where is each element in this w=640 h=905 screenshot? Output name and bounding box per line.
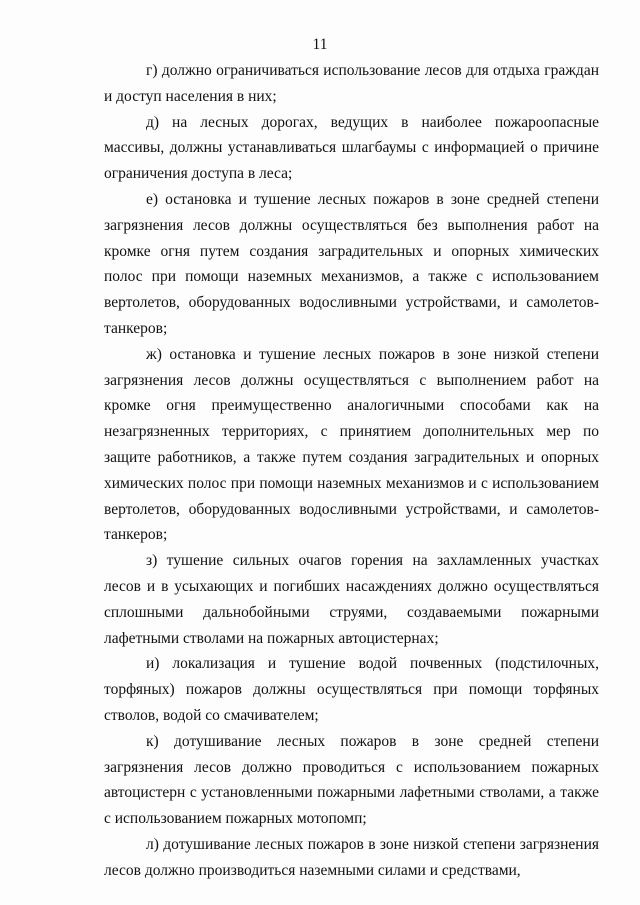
paragraph-i: и) локализация и тушение водой почвенных (подстилочных, торфяных) пожаров должны осуществляться при помощи торфяных стволов, водой со смачивателем; <box>104 655 599 724</box>
paragraph-l: л) дотушивание лесных пожаров в зоне низкой степени загрязнения лесов должно производиться наземными силами и средствами, <box>104 835 599 879</box>
paragraph-e: е) остановка и тушение лесных пожаров в зоне средней степени загрязнения лесов должны осуществляться без выполнения работ на кромке огня путем создания заградительных и опорных химических полос при помощи наземных механизмов, а также с использованием вертолетов, оборудованных водосливными устройствами, и самолетов-танкеров; <box>104 190 599 337</box>
document-body <box>104 58 599 884</box>
paragraph-d: д) на лесных дорогах, ведущих в наиболее пожароопасные массивы, должны устанавливаться шлагбаумы с информацией о причине ограничения доступа в леса; <box>104 113 599 183</box>
paragraph-k: к) дотушивание лесных пожаров в зоне средней степени загрязнения лесов должно проводиться с использованием пожарных автоцистерн с установленными пожарными лафетными стволами, а также с использованием пожарных мотопомп; <box>104 732 599 828</box>
paragraph-zh: ж) остановка и тушение лесных пожаров в зоне низкой степени загрязнения лесов должны осуществляться с выполнением работ на кромке огня преимущественно аналогичными способами как на незагрязненных территориях, с принятием дополнительных мер по защите работников, а также путем создания заградительных и опорных химических полос при помощи наземных механизмов и с использованием вертолетов, оборудованных водосливными устройствами, и самолетов-танкеров; <box>104 345 599 544</box>
paragraph-g: г) должно ограничиваться использование лесов для отдыха граждан и доступ населения в них; <box>104 62 599 105</box>
page-number: 11 <box>312 36 328 53</box>
paragraph-z: з) тушение сильных очагов горения на захламленных участках лесов и в усыхающих и погибших насаждениях должно осуществляться сплошными дальнобойными струями, создаваемыми пожарными лафетными стволами на пожарных автоцистернах; <box>104 552 599 647</box>
